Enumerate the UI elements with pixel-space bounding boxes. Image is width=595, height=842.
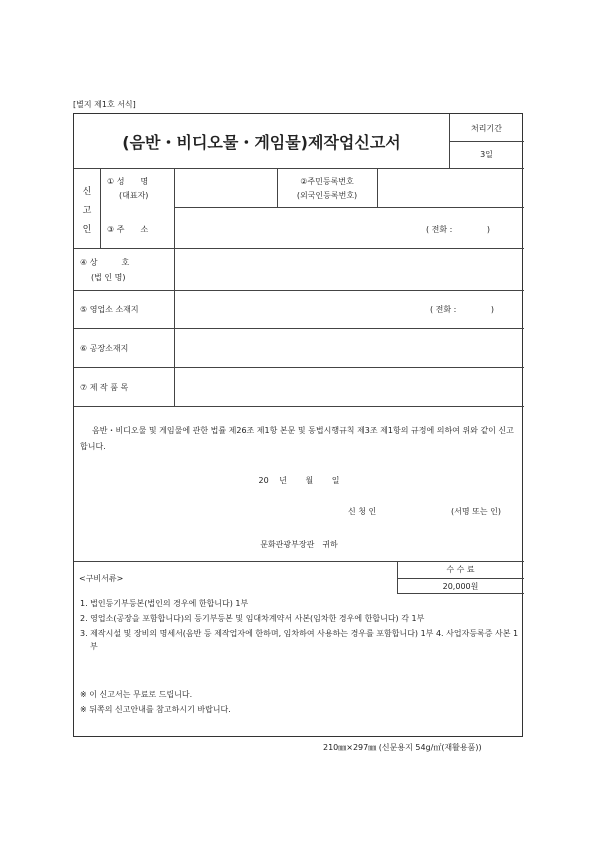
trade-name-label: ④ 상 호 <box>80 258 130 267</box>
fee-value: 20,000원 <box>442 582 479 591</box>
list-item: 2. 영업소(공장을 포함합니다)의 등기부등본 및 임대차계약서 사본(임차한 경우에 한합니다) 각 1부 <box>80 614 425 623</box>
form-title: (음반・비디오물・게임물)제작업신고서 <box>122 133 401 152</box>
applicant-label-1: 신 <box>82 187 92 197</box>
address-label: ③ 주 소 <box>107 225 149 234</box>
documents-list <box>80 597 520 653</box>
processing-period-label: 처리기간 <box>471 124 502 133</box>
list-item: 3. 제작시설 및 장비의 명세서(음반 등 제작업자에 한하며, 임차하여 사용하는 경우를 포함합니다) 1부 4. 사업자등록증 사본 1부 <box>80 629 519 651</box>
documents-header: <구비서류> <box>79 574 124 583</box>
list-item: 1. 법인등기부등본(법인의 경우에 한합니다) 1부 <box>80 599 249 608</box>
business-phone-label: ( 전화 : ) <box>430 305 495 314</box>
annex-label: [별지 제1호 서식] <box>73 100 136 109</box>
fee-label: 수 수 료 <box>446 565 475 574</box>
note-free: ※ 이 신고서는 무료로 드립니다. <box>80 690 193 699</box>
trade-name-sub-label: (법 인 명) <box>91 273 126 282</box>
products-field[interactable] <box>178 371 520 403</box>
applicant-sign-label: 신 청 인 <box>348 507 377 516</box>
business-location-field[interactable] <box>178 294 418 324</box>
paper-spec: 210㎜×297㎜ (신문용지 54g/㎡(재활용품)) <box>323 743 482 752</box>
applicant-sign-field[interactable] <box>394 502 450 516</box>
trade-name-field[interactable] <box>178 252 520 286</box>
address-field[interactable] <box>178 211 418 245</box>
id-number-label: ②주민등록번호 <box>300 177 354 186</box>
date-line: 20 년 월 일 <box>258 476 340 485</box>
declaration-form <box>73 113 523 737</box>
applicant-label-2: 고 <box>82 206 92 216</box>
factory-location-field[interactable] <box>178 332 520 364</box>
name-sub-label: (대표자) <box>119 191 149 200</box>
name-field[interactable] <box>178 172 274 204</box>
processing-period-value: 3일 <box>480 150 493 159</box>
applicant-label-3: 인 <box>82 225 92 235</box>
id-number-sub-label: (외국인등록번호) <box>296 191 358 200</box>
products-label: ⑦ 제 작 품 목 <box>80 383 129 392</box>
name-label: ① 성 명 <box>107 177 149 186</box>
address-phone-label: ( 전화 : ) <box>426 225 491 234</box>
declaration-text: 음반・비디오물 및 게임물에 관한 법률 제26조 제1항 본문 및 동법시행규칙 제3조 제1항의 규정에 의하여 위와 같이 신고합니다. <box>80 426 514 451</box>
note-reference: ※ 뒤쪽의 신고안내를 참고하시기 바랍니다. <box>80 705 231 714</box>
factory-location-label: ⑥ 공장소재지 <box>80 344 129 353</box>
business-location-label: ⑤ 영업소 소재지 <box>80 305 139 314</box>
id-number-field[interactable] <box>380 172 520 204</box>
sign-hint: (서명 또는 인) <box>451 507 501 516</box>
addressee: 문화관광부장관 귀하 <box>260 540 338 549</box>
